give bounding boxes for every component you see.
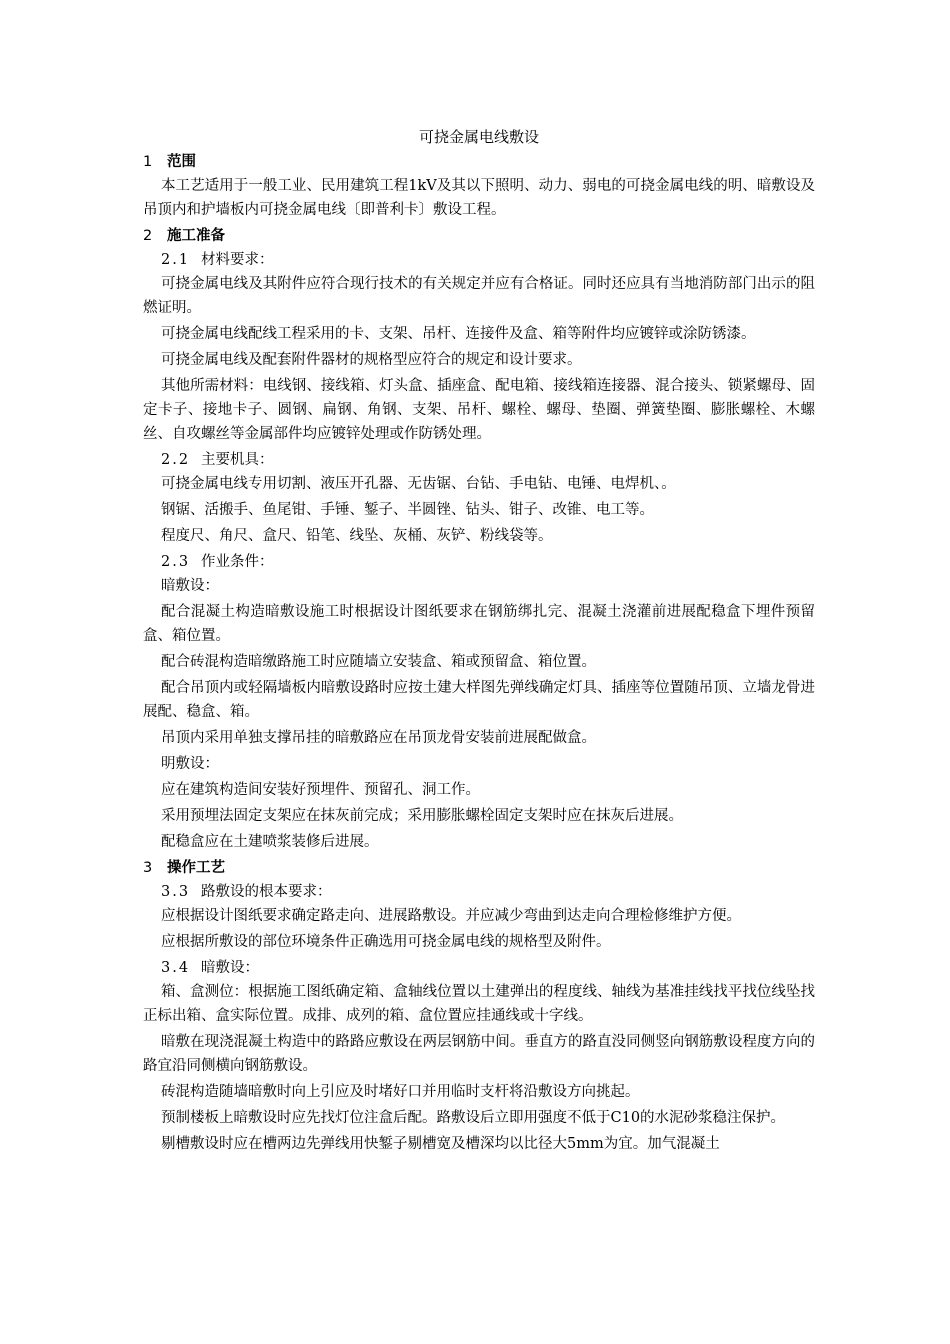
paragraph: 其他所需材料：电线钢、接线箱、灯头盒、插座盒、配电箱、接线箱连接器、混合接头、锁紧螺母、固定卡子、接地卡子、圆钢、扁钢、角钢、支架、吊杆、螺栓、螺母、垫圈、弹簧垫圈、膨胀螺栓、木螺丝、自攻螺丝等金属部件均应镀锌处理或作防锈处理。 bbox=[143, 378, 815, 442]
section-title: 操作工艺 bbox=[167, 860, 225, 876]
document-body bbox=[143, 150, 815, 1156]
paragraph: 应根据设计图纸要求确定路走向、进展路敷设。并应减少弯曲到达走向合理检修维护方便。 bbox=[161, 908, 741, 924]
paragraph: 程度尺、角尺、盒尺、铅笔、线坠、灰桶、灰铲、粉线袋等。 bbox=[161, 528, 553, 544]
paragraph: 砖混构造随墙暗敷时向上引应及时堵好口并用临时支杆将沿敷设方向挑起。 bbox=[161, 1084, 640, 1100]
paragraph: 可挠金属电线及其附件应符合现行技术的有关规定并应有合格证。同时还应具有当地消防部门出示的阻燃证明。 bbox=[143, 276, 815, 316]
section-title: 施工准备 bbox=[167, 228, 225, 244]
paragraph: 配稳盒应在土建喷浆装修后进展。 bbox=[161, 834, 379, 850]
paragraph: 可挠金属电线及配套附件器材的规格型应符合的规定和设计要求。 bbox=[161, 352, 582, 368]
paragraph: 剔槽敷设时应在槽两边先弹线用快錾子剔槽宽及槽深均以比径大5mm为宜。加气混凝土 bbox=[161, 1136, 720, 1152]
section-heading bbox=[143, 150, 815, 174]
paragraph: 可挠金属电线配线工程采用的卡、支架、吊杆、连接件及盒、箱等附件均应镀锌或涂防锈漆。 bbox=[161, 326, 756, 342]
section-heading bbox=[143, 224, 815, 248]
subsection-number: 2.1 bbox=[161, 252, 191, 268]
subsection-heading bbox=[143, 448, 815, 472]
paragraph: 暗敷设： bbox=[161, 578, 219, 594]
paragraph: 本工艺适用于一般工业、民用建筑工程1kV及其以下照明、动力、弱电的可挠金属电线的明、暗敷设及吊顶内和护墙板内可挠金属电线〔即普利卡〕敷设工程。 bbox=[143, 178, 815, 218]
paragraph: 应根据所敷设的部位环境条件正确选用可挠金属电线的规格型及附件。 bbox=[161, 934, 611, 950]
paragraph: 配合吊顶内或轻隔墙板内暗敷设路时应按土建大样图先弹线确定灯具、插座等位置随吊顶、立墙龙骨进展配、稳盒、箱。 bbox=[143, 680, 815, 720]
subsection-number: 3.3 bbox=[161, 884, 191, 900]
section-number: 2 bbox=[143, 228, 153, 244]
paragraph: 配合混凝土构造暗敷设施工时根据设计图纸要求在钢筋绑扎完、混凝土浇灌前进展配稳盒下埋件预留盒、箱位置。 bbox=[143, 604, 815, 644]
paragraph: 吊顶内采用单独支撑吊挂的暗敷路应在吊顶龙骨安装前进展配做盒。 bbox=[161, 730, 596, 746]
paragraph: 配合砖混构造暗缴路施工时应随墙立安装盒、箱或预留盒、箱位置。 bbox=[161, 654, 596, 670]
subsection-heading bbox=[143, 956, 815, 980]
document-title: 可挠金属电线敷设 bbox=[418, 128, 539, 146]
section-heading bbox=[143, 856, 815, 880]
paragraph: 明敷设： bbox=[161, 756, 219, 772]
subsection-title: 暗敷设： bbox=[201, 960, 259, 976]
section-title: 范围 bbox=[167, 154, 196, 170]
paragraph: 箱、盒测位：根据施工图纸确定箱、盒轴线位置以土建弹出的程度线、轴线为基准挂线找平找位线坠找正标出箱、盒实际位置。成排、成列的箱、盒位置应挂通线或十字线。 bbox=[143, 984, 815, 1024]
paragraph: 暗敷在现浇混凝土构造中的路路应敷设在两层钢筋中间。垂直方的路直没同侧竖向钢筋敷设程度方向的路宜沿同侧横向钢筋敷设。 bbox=[143, 1034, 815, 1074]
paragraph: 应在建筑构造间安装好预埋件、预留孔、洞工作。 bbox=[161, 782, 480, 798]
subsection-number: 2.3 bbox=[161, 554, 191, 570]
section-number: 1 bbox=[143, 154, 153, 170]
subsection-heading bbox=[143, 550, 815, 574]
subsection-heading bbox=[143, 248, 815, 272]
paragraph: 钢锯、活搬手、鱼尾钳、手锤、錾子、半圆锉、钻头、钳子、改锥、电工等。 bbox=[161, 502, 654, 518]
subsection-number: 3.4 bbox=[161, 960, 191, 976]
paragraph: 预制楼板上暗敷设时应先找灯位注盒后配。路敷设后立即用强度不低于C10的水泥砂浆稳注保护。 bbox=[161, 1110, 786, 1126]
subsection-title: 路敷设的根本要求： bbox=[201, 884, 332, 900]
subsection-title: 作业条件： bbox=[201, 554, 274, 570]
subsection-heading bbox=[143, 880, 815, 904]
paragraph: 采用预埋法固定支架应在抹灰前完成；采用膨胀螺栓固定支架时应在抹灰后进展。 bbox=[161, 808, 683, 824]
subsection-title: 材料要求： bbox=[201, 252, 274, 268]
document-page bbox=[143, 126, 815, 1158]
subsection-number: 2.2 bbox=[161, 452, 191, 468]
subsection-title: 主要机具： bbox=[201, 452, 274, 468]
paragraph: 可挠金属电线专用切割、液压开孔器、无齿锯、台钻、手电钻、电锤、电焊机、。 bbox=[161, 476, 676, 492]
section-number: 3 bbox=[143, 860, 153, 876]
